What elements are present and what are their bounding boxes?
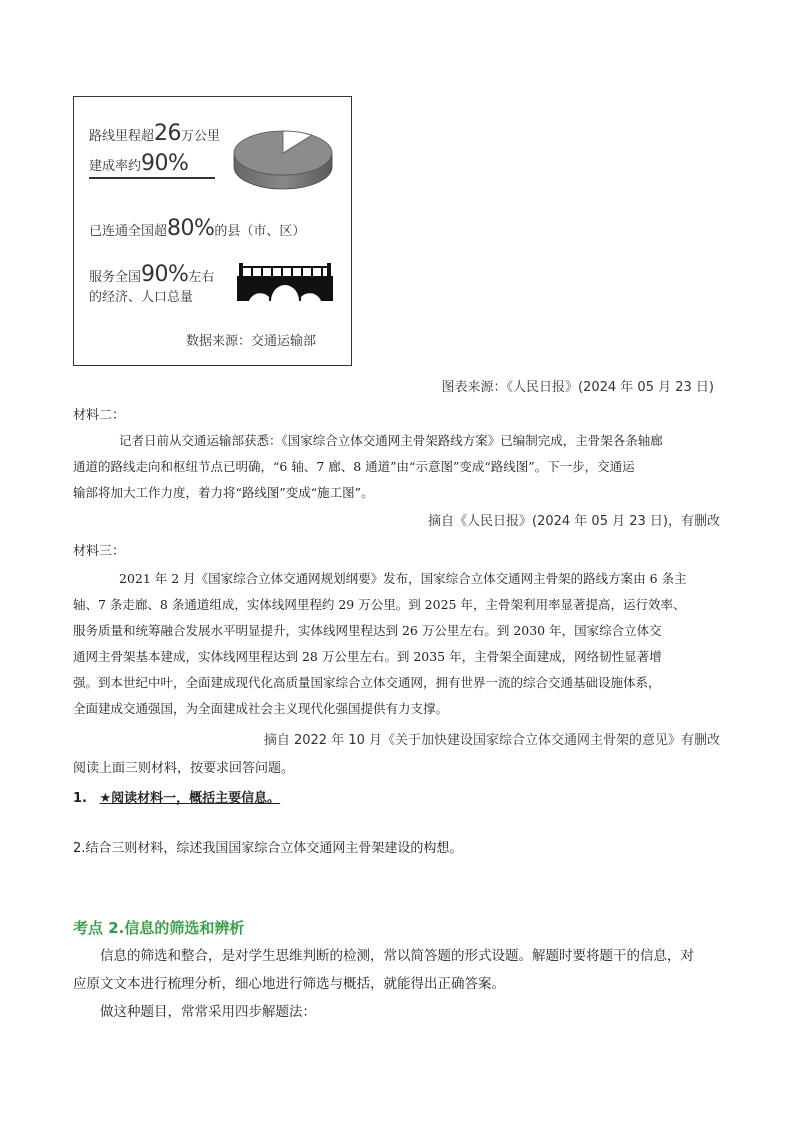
material2-source: 摘自《人民日报》(2024 年 05 月 23 日)，有删改	[428, 514, 720, 529]
question-2: 2.结合三则材料，综述我国国家综合立体交通网主骨架建设的构想。	[73, 841, 463, 856]
material2-line: 记者日前从交通运输部获悉：《国家综合立体交通网主骨架路线方案》已编制完成，主骨架各条轴廊	[119, 433, 663, 448]
question-1	[73, 787, 280, 806]
stat-text: 的县（市、区）	[214, 224, 306, 239]
stat-text: 建成率约	[89, 159, 142, 174]
material2-body	[73, 428, 733, 506]
material3-line: 服务质量和统筹融合发展水平明显提升，实体线网里程达到 26 万公里左右。到 2030 年，国家综合立体交	[73, 623, 662, 638]
data-source: 数据来源：交通运输部	[186, 334, 317, 349]
infographic-box	[73, 96, 352, 366]
material3-body	[73, 566, 733, 722]
instruction: 阅读上面三则材料，按要求回答问题。	[73, 761, 295, 776]
material3-line: 强。到本世纪中叶，全面建成现代化高质量国家综合立体交通网，拥有世界一流的综合交通基础设施体系，	[73, 675, 661, 690]
bridge-icon	[237, 263, 333, 301]
explanation-paragraph	[73, 942, 733, 1026]
stat-text: 万公里	[181, 129, 221, 144]
material3-line: 轴、7 条走廊、8 条通道组成，实体线网里程约 29 万公里。到 2025 年，主骨架利用率显著提高，运行效率、	[73, 597, 686, 612]
material3-line: 通网主骨架基本建成，实体线网里程达到 28 万公里左右。到 2035 年，主骨架全面建成，网络韧性显著增	[73, 649, 662, 664]
stat-number: 90%	[141, 262, 189, 287]
paragraph-line: 应原文文本进行梳理分析，细心地进行筛选与概括，就能得出正确答案。	[73, 976, 505, 992]
stat-text: 服务全国	[89, 270, 142, 285]
underline-divider	[89, 177, 215, 179]
section-heading: 考点 2.信息的筛选和辨析	[73, 919, 245, 937]
material3-line: 2021 年 2 月《国家综合立体交通网规划纲要》发布，国家综合立体交通网主骨架的路线方案由 6 条主	[119, 571, 687, 586]
stat-text: 已连通全国超	[89, 224, 168, 239]
stat-service-line2: 的经济、人口总量	[89, 290, 194, 305]
material2-line: 输部将加大工作力度，着力将“路线图”变成“施工图”。	[73, 485, 374, 500]
paragraph-line: 做这种题目，常常采用四步解题法：	[100, 1004, 316, 1020]
stat-number: 80%	[167, 216, 215, 241]
stat-text: 路线里程超	[89, 129, 155, 144]
paragraph-line: 信息的筛选和整合，是对学生思维判断的检测，常以简答题的形式设题。解题时要将题干的信息，对	[100, 948, 694, 964]
chart-source: 图表来源：《人民日报》(2024 年 05 月 23 日)	[441, 380, 714, 395]
stat-text: 左右	[188, 270, 215, 285]
question-text: ★阅读材料一，概括主要信息。	[99, 791, 281, 806]
stat-number: 90%	[141, 151, 189, 176]
pie-chart-3d	[232, 127, 334, 193]
stat-county-coverage	[89, 216, 305, 241]
material2-line: 通道的路线走向和枢纽节点已明确，“6 轴、7 廊、8 通道”由“示意图”变成“路线图”。下一步，交通运	[73, 459, 635, 474]
material3-source: 摘自 2022 年 10 月《关于加快建设国家综合立体交通网主骨架的意见》有删改	[263, 733, 720, 748]
question-number: 1.	[73, 791, 87, 806]
material3-line: 全面建成交通强国，为全面建成社会主义现代化强国提供有力支撑。	[73, 701, 449, 716]
material3-label: 材料三：	[73, 544, 126, 559]
stat-number: 26	[154, 121, 182, 146]
material2-label: 材料二：	[73, 408, 126, 423]
stat-route-length	[89, 121, 220, 146]
stat-service-coverage	[89, 262, 214, 287]
stat-completion-rate	[89, 151, 188, 176]
